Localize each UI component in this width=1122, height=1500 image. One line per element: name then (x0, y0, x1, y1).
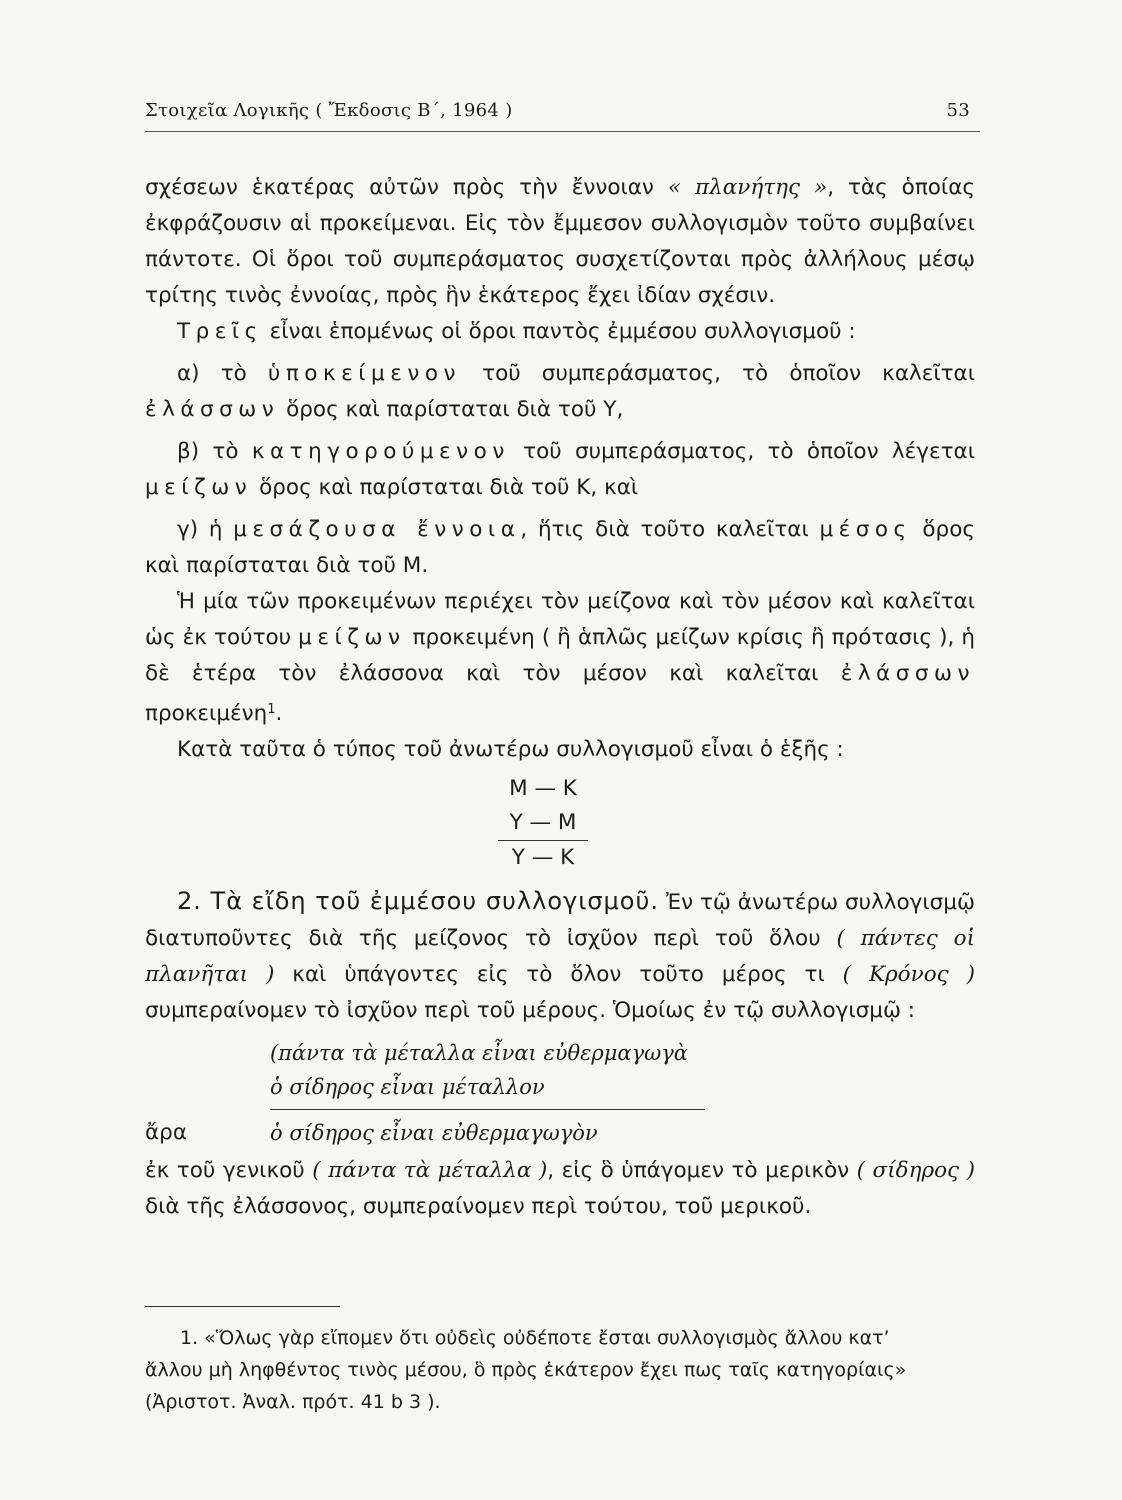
major-premise: (πάντα τὰ μέταλλα εἶναι εὐθερμαγωγὰ (270, 1041, 688, 1065)
running-header (145, 100, 970, 121)
syllogism-formula (498, 772, 588, 875)
footnote-line: (Ἀριστοτ. Ἀναλ. πρότ. 41 b 3 ). (145, 1391, 441, 1413)
example-syllogism (145, 1035, 975, 1153)
paragraph-term-c: γ) ἡ μεσάζουσα ἔννοια, ἥτις διὰ τοῦτο καλεῖται μέσος ὅρος καὶ παρίσταται διὰ τοῦ Μ. (145, 517, 975, 578)
paragraph-1: σχέσεων ἑκατέρας αὐτῶν πρὸς τὴν ἔννοιαν « πλανήτης », τὰς ὁποίας ἐκφράζουσιν αἱ προκείμεναι. Εἰς τὸν ἔμμεσον συλλογισμὸν τοῦτο συμβαίνει πάντοτε. Οἱ ὅροι τοῦ συμπεράσματος συσχετίζονται πρὸς ἀλλήλους μέσῳ τρίτης τινὸς ἐννοίας, πρὸς ἣν ἑκάτερος ἔχει ἰδίαν σχέσιν. (145, 175, 975, 308)
paragraph-formula-intro: Κατὰ ταῦτα ὁ τύπος τοῦ ἀνωτέρω συλλογισμοῦ εἶναι ὁ ἑξῆς : (177, 737, 844, 762)
conclusion-rule (270, 1109, 705, 1110)
therefore-word: ἄρα (145, 1120, 187, 1145)
paragraph-term-a: α) τὸ ὑποκείμενον τοῦ συμπεράσματος, τὸ ὁποῖον καλεῖται ἐλάσσων ὅρος καὶ παρίσταται διὰ τοῦ Υ, (145, 361, 976, 422)
formula-line: Υ — Μ (498, 806, 588, 841)
running-title: Στοιχεῖα Λογικῆς ( Ἔκδοσις Β΄, 1964 ) (145, 100, 513, 121)
section-heading: Τὰ εἴδη τοῦ ἐμμέσου συλλογισμοῦ. (210, 887, 660, 915)
main-text (145, 170, 975, 1225)
footnote-line: 1. «Ὅλως γὰρ εἴπομεν ὅτι οὐδεὶς οὐδέποτε ἔσται συλλογισμὸς ἄλλου κατ’ (180, 1327, 890, 1349)
paragraph-terms-intro: Τρεῖς εἶναι ἑπομένως οἱ ὅροι παντὸς ἐμμέσου συλλογισμοῦ : (177, 319, 856, 344)
formula-line: Μ — Κ (509, 776, 577, 801)
minor-premise: ὁ σίδηρος εἶναι μέταλλον (270, 1075, 545, 1099)
header-rule (145, 131, 980, 132)
footnote-marker: 1 (267, 702, 276, 717)
paragraph-premises: Ἡ μία τῶν προκειμένων περιέχει τὸν μείζονα καὶ τὸν μέσον καὶ καλεῖται ὡς ἐκ τούτου μείζων προκειμένη ( ἢ ἁπλῶς μείζων κρίσις ἢ πρότασις ), ἡ δὲ ἑτέρα τὸν ἐλάσσονα καὶ τὸν μέσον καὶ καλεῖται ἐλάσσων προκειμένη$^1$. (145, 589, 976, 726)
footnote (145, 1322, 980, 1418)
conclusion: ὁ σίδηρος εἶναι εὐθερμαγωγὸν (270, 1121, 598, 1145)
footnote-line: ἄλλου μὴ ληφθέντος τινὸς μέσου, ὃ πρὸς ἑκάτερον ἔχει πως ταῖς κατηγορίαις» (145, 1359, 907, 1381)
section-2: 2. Τὰ εἴδη τοῦ ἐμμέσου συλλογισμοῦ. Ἐν τῷ ἀνωτέρω συλλογισμῷ διατυποῦντες διὰ τῆς μείζονος τὸ ἰσχῦον περὶ τοῦ ὅλου ( πάντες οἱ πλανῆται ) καὶ ὑπάγοντες εἰς τὸ ὅλον τοῦτο μέρος τι ( Κρόνος ) συμπεραίνομεν τὸ ἰσχῦον περὶ τοῦ μέρους. Ὁμοίως ἐν τῷ συλλογισμῷ : (145, 887, 976, 1023)
paragraph-term-b: β) τὸ κατηγορούμενον τοῦ συμπεράσματος, τὸ ὁποῖον λέγεται μείζων ὅρος καὶ παρίσταται διὰ τοῦ Κ, καὶ (145, 439, 975, 500)
footnote-rule (145, 1306, 340, 1307)
page-number: 53 (946, 100, 970, 121)
paragraph-conclusion: ἐκ τοῦ γενικοῦ ( πάντα τὰ μέταλλα ), εἰς ὃ ὑπάγομεν τὸ μερικὸν ( σίδηρος ) διὰ τῆς ἐλάσσονος, συμπεραίνομεν περὶ τούτου, τοῦ μερικοῦ. (145, 1158, 975, 1219)
formula-line: Υ — Κ (511, 845, 575, 870)
section-heading-number: 2. (177, 887, 211, 915)
